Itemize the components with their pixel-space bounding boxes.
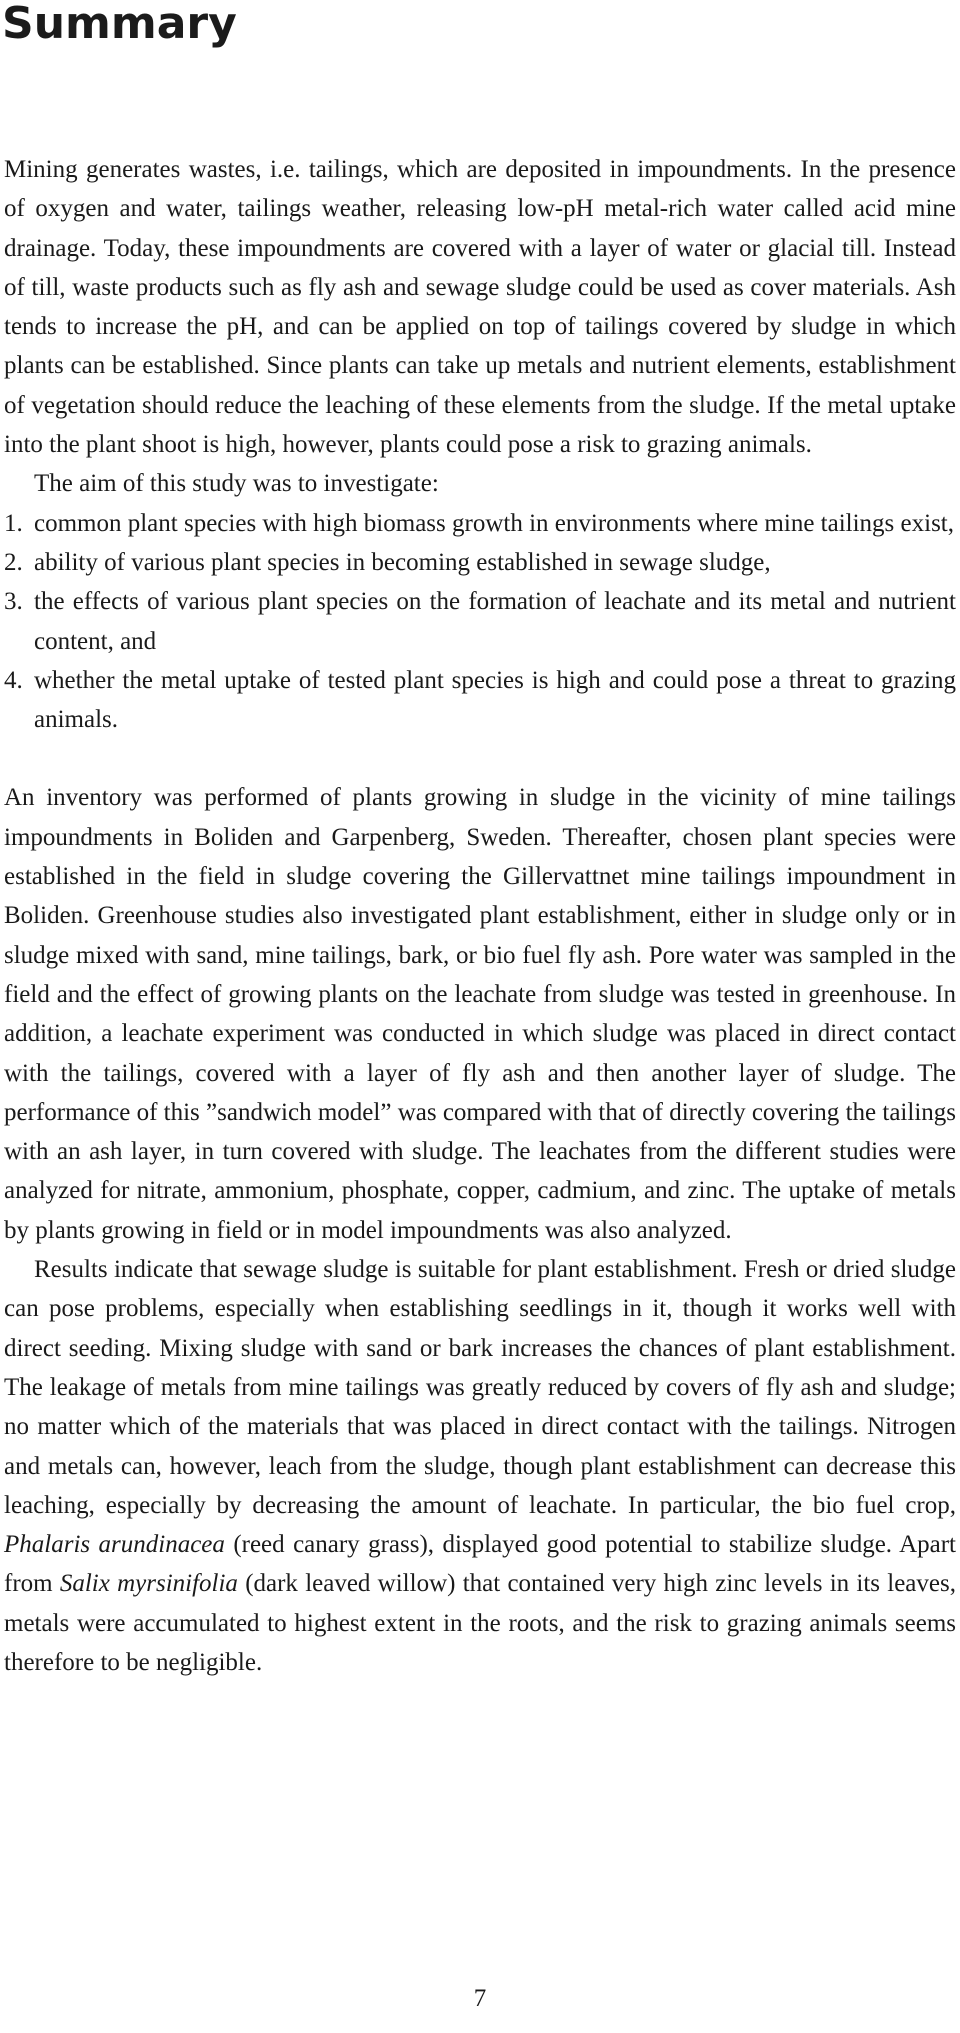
list-item	[4, 543, 956, 582]
results-text-3: (dark leaved willow) that contained very high zinc levels in its leaves, metals were accumulated to highest extent in the roots, and the risk to grazing animals seems therefore to be negligible.	[4, 1570, 956, 1676]
page-title: Summary	[2, 0, 237, 49]
list-item-number: 3.	[4, 588, 23, 616]
results-text-1: Results indicate that sewage sludge is suitable for plant establishment. Fresh or dried sludge can pose problems, especially when establishing seedlings in it, though it works well with direct seeding. Mixing sludge with sand or bark increases the chances of plant establishment. The leakage of metals from mine tailings was greatly reduced by covers of fly ash and sludge; no matter which of the materials that was placed in direct contact with the tailings. Nitrogen and metals can, however, leach from the sludge, though plant establishment can decrease this leaching, especially by decreasing the amount of leachate. In particular, the bio fuel crop,	[4, 1256, 956, 1519]
aims-list	[4, 504, 956, 740]
list-item	[4, 582, 956, 661]
summary-body	[4, 150, 956, 1682]
species-name-phalaris: Phalaris arundinacea	[4, 1531, 225, 1559]
list-item-number: 1.	[4, 509, 23, 537]
list-item-text: whether the metal uptake of tested plant species is high and could pose a threat to grazing animals.	[34, 666, 956, 734]
page-number: 7	[473, 1985, 487, 2012]
aim-intro: The aim of this study was to investigate:	[34, 470, 439, 498]
list-item-text: ability of various plant species in becoming established in sewage sludge,	[34, 548, 771, 576]
list-item-text: the effects of various plant species on the formation of leachate and its metal and nutrient content, and	[34, 588, 956, 655]
intro-paragraph: Mining generates wastes, i.e. tailings, which are deposited in impoundments. In the presence of oxygen and water, tailings weather, releasing low-pH metal-rich water called acid mine drainage. Today, these impoundments are covered with a layer of water or glacial till. Instead of till, waste products such as fly ash and sewage sludge could be used as cover materials. Ash tends to increase the pH, and can be applied on top of tailings covered by sludge in which plants can be established. Since plants can take up metals and nutrient elements, establishment of vegetation should reduce the leaching of these elements from the sludge. If the metal uptake into the plant shoot is high, however, plants could pose a risk to grazing animals.	[4, 156, 956, 459]
list-item-text: common plant species with high biomass growth in environments where mine tailings exist,	[34, 509, 954, 537]
list-item	[4, 504, 956, 543]
species-name-salix: Salix myrsinifolia	[59, 1570, 238, 1598]
list-item-number: 2.	[4, 548, 23, 576]
results-text-2: (reed canary grass), displayed good potential to stabilize sludge. Apart from	[4, 1531, 956, 1598]
methods-paragraph: An inventory was performed of plants growing in sludge in the vicinity of mine tailings impoundments in Boliden and Garpenberg, Sweden. Thereafter, chosen plant species were established in the field in sludge covering the Gillervattnet mine tailings impoundment in Boliden. Greenhouse studies also investigated plant establishment, either in sludge only or in sludge mixed with sand, mine tailings, bark, or bio fuel fly ash. Pore water was sampled in the field and the effect of growing plants on the leachate from sludge was tested in greenhouse. In addition, a leachate experiment was conducted in which sludge was placed in direct contact with the tailings, covered with a layer of fly ash and then another layer of sludge. The performance of this ”sandwich model” was compared with that of directly covering the tailings with an ash layer, in turn covered with sludge. The leachates from the different studies were analyzed for nitrate, ammonium, phosphate, copper, cadmium, and zinc. The uptake of metals by plants growing in field or in model impoundments was also analyzed.	[4, 784, 956, 1244]
list-item-number: 4.	[4, 666, 23, 694]
results-paragraph	[4, 1250, 956, 1682]
list-item	[4, 661, 956, 740]
